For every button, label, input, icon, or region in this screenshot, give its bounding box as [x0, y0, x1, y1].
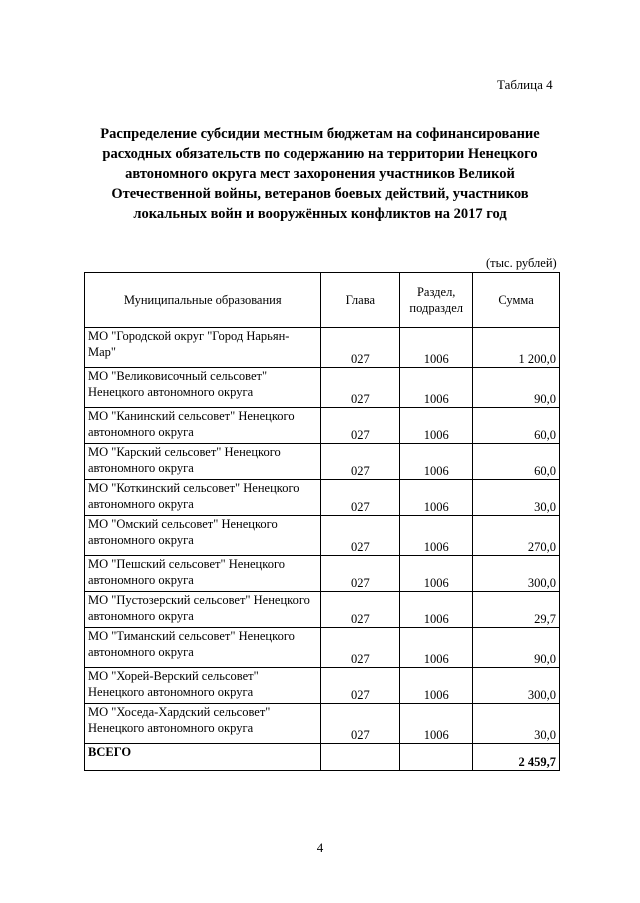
- table-row: [85, 628, 560, 668]
- row-chapter: 027: [321, 444, 400, 480]
- row-amount: 300,0: [473, 556, 560, 592]
- total-empty-chapter: [321, 744, 400, 771]
- page-number: 4: [316, 840, 324, 855]
- row-chapter: 027: [321, 328, 400, 368]
- table-row: [85, 516, 560, 556]
- row-section: 1006: [400, 444, 473, 480]
- table-row: [85, 368, 560, 408]
- row-chapter: 027: [321, 704, 400, 744]
- header-amount: Сумма: [473, 273, 560, 328]
- header-section: Раздел, подраздел: [400, 273, 473, 328]
- table-row: [85, 592, 560, 628]
- row-municipality: МО "Омский сельсовет" Ненецкого автономного округа: [85, 516, 321, 556]
- total-row: [85, 744, 560, 771]
- table-header-row: [85, 273, 560, 328]
- header-municipality: Муниципальные образования: [85, 273, 321, 328]
- document-title: Распределение субсидии местным бюджетам на софинансирование расходных обязательств по содержанию на территории Ненецкого автономного округа мест захоронения участников Великой Отечественной войны, ветеранов боевых действий, участников локальных войн и вооружённых конфликтов на 2017 год: [100, 126, 540, 222]
- row-municipality: МО "Великовисочный сельсовет" Ненецкого автономного округа: [85, 368, 321, 408]
- units-label: (тыс. рублей): [486, 256, 557, 270]
- row-municipality: МО "Коткинский сельсовет" Ненецкого автономного округа: [85, 480, 321, 516]
- row-amount: 29,7: [473, 592, 560, 628]
- table-label: Таблица 4: [497, 77, 553, 92]
- row-amount: 90,0: [473, 368, 560, 408]
- row-section: 1006: [400, 516, 473, 556]
- row-chapter: 027: [321, 368, 400, 408]
- row-chapter: 027: [321, 480, 400, 516]
- row-municipality: МО "Канинский сельсовет" Ненецкого автономного округа: [85, 408, 321, 444]
- row-chapter: 027: [321, 408, 400, 444]
- row-chapter: 027: [321, 556, 400, 592]
- row-section: 1006: [400, 628, 473, 668]
- table-row: [85, 444, 560, 480]
- row-amount: 60,0: [473, 408, 560, 444]
- table-row: [85, 668, 560, 704]
- row-chapter: 027: [321, 668, 400, 704]
- header-chapter: Глава: [321, 273, 400, 328]
- table-row: [85, 704, 560, 744]
- total-empty-section: [400, 744, 473, 771]
- row-municipality: МО "Пустозерский сельсовет" Ненецкого автономного округа: [85, 592, 321, 628]
- row-amount: 90,0: [473, 628, 560, 668]
- row-municipality: МО "Хорей-Верский сельсовет" Ненецкого автономного округа: [85, 668, 321, 704]
- row-section: 1006: [400, 556, 473, 592]
- row-section: 1006: [400, 368, 473, 408]
- total-amount: 2 459,7: [473, 744, 560, 771]
- table-row: [85, 328, 560, 368]
- row-amount: 1 200,0: [473, 328, 560, 368]
- row-municipality: МО "Карский сельсовет" Ненецкого автономного округа: [85, 444, 321, 480]
- row-chapter: 027: [321, 628, 400, 668]
- row-municipality: МО "Городской округ "Город Нарьян-Мар": [85, 328, 321, 368]
- row-municipality: МО "Пешский сельсовет" Ненецкого автономного округа: [85, 556, 321, 592]
- row-amount: 60,0: [473, 444, 560, 480]
- row-municipality: МО "Хоседа-Хардский сельсовет" Ненецкого автономного округа: [85, 704, 321, 744]
- table-row: [85, 556, 560, 592]
- row-section: 1006: [400, 668, 473, 704]
- table-row: [85, 408, 560, 444]
- row-section: 1006: [400, 592, 473, 628]
- row-section: 1006: [400, 328, 473, 368]
- row-amount: 30,0: [473, 704, 560, 744]
- row-municipality: МО "Тиманский сельсовет" Ненецкого автономного округа: [85, 628, 321, 668]
- table-row: [85, 480, 560, 516]
- subsidy-table: [84, 272, 560, 771]
- total-label: ВСЕГО: [85, 744, 321, 771]
- row-section: 1006: [400, 480, 473, 516]
- row-amount: 270,0: [473, 516, 560, 556]
- row-amount: 300,0: [473, 668, 560, 704]
- row-amount: 30,0: [473, 480, 560, 516]
- row-section: 1006: [400, 704, 473, 744]
- row-chapter: 027: [321, 592, 400, 628]
- row-chapter: 027: [321, 516, 400, 556]
- row-section: 1006: [400, 408, 473, 444]
